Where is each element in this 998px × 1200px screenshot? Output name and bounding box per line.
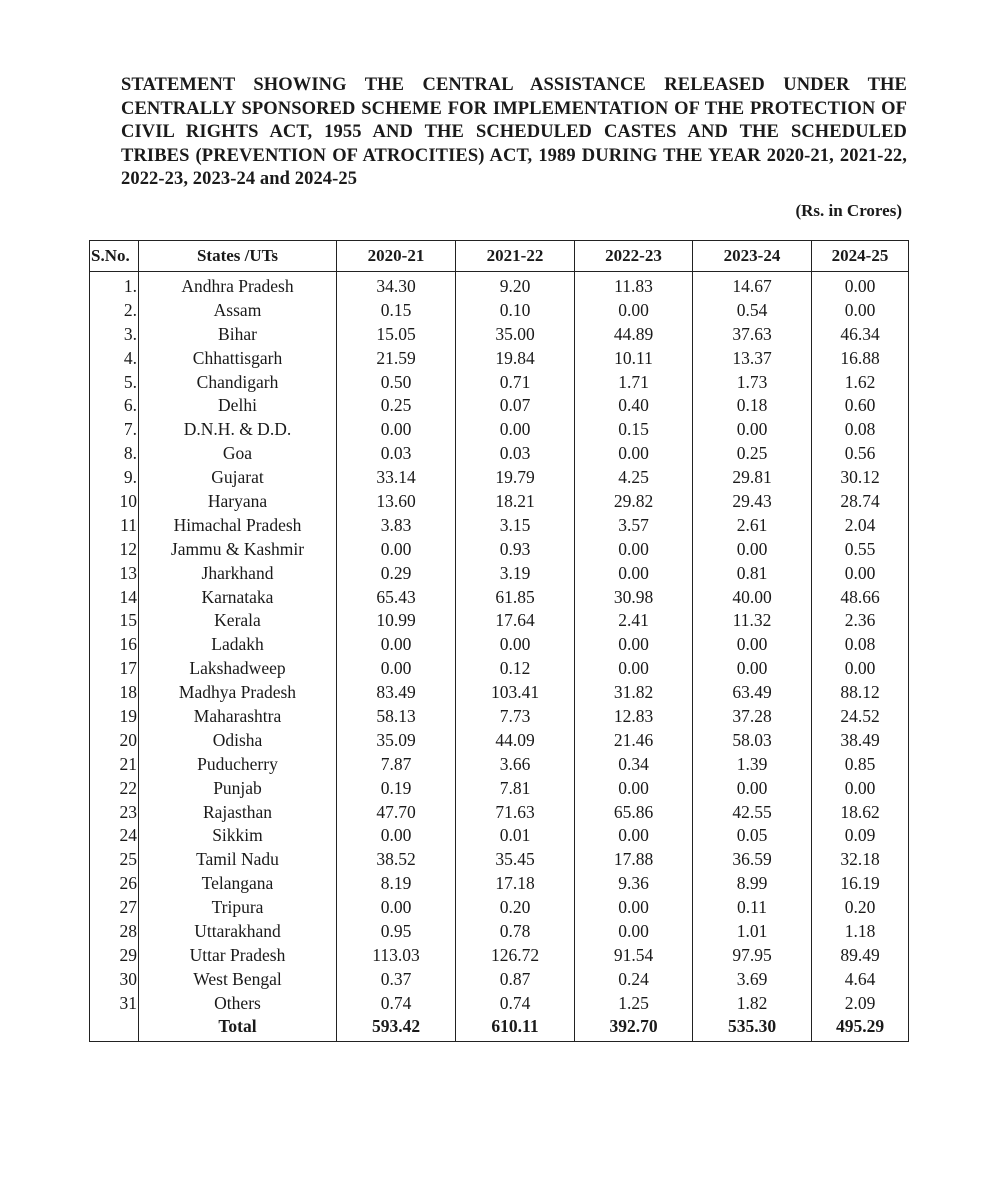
row-value: 21.59 [337,346,456,370]
row-value: 3.19 [456,561,575,585]
row-value: 0.00 [812,561,909,585]
table-row [90,752,909,776]
row-value: 28.74 [812,489,909,513]
row-value: 58.03 [693,728,812,752]
row-value: 13.60 [337,489,456,513]
row-value: 71.63 [456,800,575,824]
table-body [90,272,909,1042]
row-value: 0.12 [456,656,575,680]
row-state: Punjab [139,776,337,800]
row-value: 4.64 [812,967,909,991]
table-row [90,632,909,656]
row-value: 0.00 [693,656,812,680]
row-value: 16.19 [812,871,909,895]
row-value: 0.20 [456,895,575,919]
row-sno: 6. [90,393,139,417]
row-sno: 4. [90,346,139,370]
table-row [90,346,909,370]
row-value: 15.05 [337,322,456,346]
row-state: Jharkhand [139,561,337,585]
row-value: 0.00 [456,632,575,656]
row-value: 35.09 [337,728,456,752]
row-value: 38.49 [812,728,909,752]
row-value: 58.13 [337,704,456,728]
row-value: 30.98 [575,585,693,609]
row-value: 0.00 [337,632,456,656]
row-value: 0.00 [693,632,812,656]
total-label: Total [139,1015,337,1042]
row-sno: 29 [90,943,139,967]
row-state: Chhattisgarh [139,346,337,370]
row-state: Odisha [139,728,337,752]
row-value: 0.34 [575,752,693,776]
row-value: 0.40 [575,393,693,417]
table-row [90,393,909,417]
row-state: Uttar Pradesh [139,943,337,967]
table-row [90,680,909,704]
row-value: 2.61 [693,513,812,537]
table-row [90,823,909,847]
row-value: 0.55 [812,537,909,561]
row-value: 0.00 [575,537,693,561]
row-value: 11.32 [693,608,812,632]
row-value: 0.03 [456,441,575,465]
row-value: 18.21 [456,489,575,513]
row-sno: 20 [90,728,139,752]
row-value: 1.82 [693,991,812,1015]
header-state: States /UTs [139,241,337,272]
row-sno: 17 [90,656,139,680]
row-sno: 18 [90,680,139,704]
row-value: 40.00 [693,585,812,609]
row-sno: 22 [90,776,139,800]
units-note: (Rs. in Crores) [795,201,902,220]
row-value: 12.83 [575,704,693,728]
table-row [90,991,909,1015]
table-row [90,489,909,513]
row-value: 35.00 [456,322,575,346]
row-state: Gujarat [139,465,337,489]
row-value: 63.49 [693,680,812,704]
row-sno: 27 [90,895,139,919]
row-value: 126.72 [456,943,575,967]
row-state: West Bengal [139,967,337,991]
row-state: Sikkim [139,823,337,847]
row-sno: 26 [90,871,139,895]
row-value: 83.49 [337,680,456,704]
row-value: 0.29 [337,561,456,585]
row-value: 29.43 [693,489,812,513]
row-value: 24.52 [812,704,909,728]
row-sno: 13 [90,561,139,585]
table-row [90,322,909,346]
row-value: 0.00 [575,823,693,847]
row-value: 0.93 [456,537,575,561]
header-2024-25: 2024-25 [812,241,909,272]
row-value: 47.70 [337,800,456,824]
row-value: 0.07 [456,393,575,417]
header-sno: S.No. [90,241,139,272]
row-value: 3.83 [337,513,456,537]
row-state: Madhya Pradesh [139,680,337,704]
total-row [90,1015,909,1042]
row-value: 0.00 [575,656,693,680]
row-value: 88.12 [812,680,909,704]
row-value: 7.73 [456,704,575,728]
row-value: 0.81 [693,561,812,585]
row-state: Lakshadweep [139,656,337,680]
row-value: 0.00 [456,417,575,441]
row-value: 1.62 [812,370,909,394]
row-value: 8.19 [337,871,456,895]
table-row [90,370,909,394]
row-value: 0.15 [575,417,693,441]
row-value: 0.00 [812,776,909,800]
row-sno: 5. [90,370,139,394]
row-sno: 9. [90,465,139,489]
row-sno: 23 [90,800,139,824]
table-row [90,656,909,680]
row-value: 0.00 [693,417,812,441]
row-value: 16.88 [812,346,909,370]
row-value: 29.82 [575,489,693,513]
row-value: 0.01 [456,823,575,847]
row-state: Assam [139,298,337,322]
row-state: D.N.H. & D.D. [139,417,337,441]
row-value: 36.59 [693,847,812,871]
row-sno: 10 [90,489,139,513]
row-value: 32.18 [812,847,909,871]
row-value: 1.73 [693,370,812,394]
row-value: 33.14 [337,465,456,489]
header-2021-22: 2021-22 [456,241,575,272]
row-state: Chandigarh [139,370,337,394]
row-value: 1.25 [575,991,693,1015]
row-state: Kerala [139,608,337,632]
table-row [90,919,909,943]
header-2023-24: 2023-24 [693,241,812,272]
total-value: 593.42 [337,1015,456,1042]
row-state: Uttarakhand [139,919,337,943]
row-value: 0.10 [456,298,575,322]
row-value: 91.54 [575,943,693,967]
row-value: 0.56 [812,441,909,465]
row-value: 103.41 [456,680,575,704]
row-state: Goa [139,441,337,465]
row-value: 1.01 [693,919,812,943]
row-value: 0.87 [456,967,575,991]
row-value: 35.45 [456,847,575,871]
total-sno-cell [90,1015,139,1042]
row-state: Maharashtra [139,704,337,728]
row-state: Andhra Pradesh [139,272,337,298]
row-value: 31.82 [575,680,693,704]
total-value: 495.29 [812,1015,909,1042]
row-state: Bihar [139,322,337,346]
table-row [90,417,909,441]
row-value: 30.12 [812,465,909,489]
row-value: 0.00 [575,895,693,919]
row-value: 0.85 [812,752,909,776]
row-sno: 7. [90,417,139,441]
row-value: 2.41 [575,608,693,632]
row-value: 4.25 [575,465,693,489]
row-value: 19.79 [456,465,575,489]
row-value: 1.39 [693,752,812,776]
row-value: 42.55 [693,800,812,824]
row-state: Jammu & Kashmir [139,537,337,561]
table-row [90,967,909,991]
assistance-table [89,240,909,1042]
row-sno: 30 [90,967,139,991]
total-value: 535.30 [693,1015,812,1042]
header-2022-23: 2022-23 [575,241,693,272]
table-row [90,465,909,489]
table-row [90,298,909,322]
row-value: 18.62 [812,800,909,824]
table-row [90,895,909,919]
row-value: 3.69 [693,967,812,991]
table-row [90,513,909,537]
row-value: 48.66 [812,585,909,609]
row-value: 0.00 [337,656,456,680]
row-value: 0.00 [575,919,693,943]
row-value: 11.83 [575,272,693,298]
row-value: 37.28 [693,704,812,728]
row-value: 0.20 [812,895,909,919]
row-value: 0.78 [456,919,575,943]
row-value: 0.00 [812,272,909,298]
table-row [90,871,909,895]
row-value: 1.71 [575,370,693,394]
row-value: 61.85 [456,585,575,609]
row-state: Ladakh [139,632,337,656]
row-sno: 3. [90,322,139,346]
row-value: 0.00 [575,441,693,465]
row-value: 0.11 [693,895,812,919]
row-value: 10.11 [575,346,693,370]
row-state: Delhi [139,393,337,417]
row-value: 0.00 [693,776,812,800]
row-value: 65.43 [337,585,456,609]
row-value: 0.60 [812,393,909,417]
table-row [90,441,909,465]
row-value: 0.08 [812,417,909,441]
row-sno: 25 [90,847,139,871]
row-value: 0.18 [693,393,812,417]
row-value: 14.67 [693,272,812,298]
row-sno: 19 [90,704,139,728]
row-state: Telangana [139,871,337,895]
row-value: 44.89 [575,322,693,346]
table-row [90,585,909,609]
row-value: 44.09 [456,728,575,752]
row-value: 3.57 [575,513,693,537]
row-value: 65.86 [575,800,693,824]
table-row [90,608,909,632]
row-value: 0.74 [337,991,456,1015]
row-sno: 2. [90,298,139,322]
row-value: 0.71 [456,370,575,394]
row-value: 17.64 [456,608,575,632]
row-value: 21.46 [575,728,693,752]
row-value: 0.00 [337,895,456,919]
row-value: 19.84 [456,346,575,370]
row-value: 17.18 [456,871,575,895]
row-value: 0.25 [337,393,456,417]
row-value: 29.81 [693,465,812,489]
row-state: Puducherry [139,752,337,776]
row-state: Tripura [139,895,337,919]
row-state: Karnataka [139,585,337,609]
row-sno: 28 [90,919,139,943]
row-value: 37.63 [693,322,812,346]
row-value: 0.95 [337,919,456,943]
row-value: 0.00 [575,632,693,656]
row-value: 38.52 [337,847,456,871]
row-value: 0.54 [693,298,812,322]
row-value: 0.00 [575,298,693,322]
row-value: 0.15 [337,298,456,322]
row-value: 0.00 [693,537,812,561]
row-value: 0.00 [812,656,909,680]
row-value: 0.00 [575,561,693,585]
row-sno: 11 [90,513,139,537]
row-value: 3.15 [456,513,575,537]
row-sno: 16 [90,632,139,656]
row-value: 0.08 [812,632,909,656]
row-sno: 15 [90,608,139,632]
row-state: Others [139,991,337,1015]
row-value: 0.74 [456,991,575,1015]
row-value: 3.66 [456,752,575,776]
row-value: 9.20 [456,272,575,298]
row-value: 0.00 [337,823,456,847]
row-value: 8.99 [693,871,812,895]
row-value: 0.00 [812,298,909,322]
row-state: Haryana [139,489,337,513]
row-sno: 21 [90,752,139,776]
table-row [90,561,909,585]
row-value: 17.88 [575,847,693,871]
table-row [90,943,909,967]
table-row [90,776,909,800]
table-header-row [90,241,909,272]
row-value: 13.37 [693,346,812,370]
row-value: 0.00 [575,776,693,800]
row-value: 7.87 [337,752,456,776]
row-value: 2.04 [812,513,909,537]
row-value: 2.09 [812,991,909,1015]
row-value: 0.37 [337,967,456,991]
row-value: 0.05 [693,823,812,847]
total-value: 610.11 [456,1015,575,1042]
document-heading: STATEMENT SHOWING THE CENTRAL ASSISTANCE RELEASED UNDER THE CENTRALLY SPONSORED SCHEME FOR IMPLEMENTATION OF THE PROTECTION OF CIVIL RIGHTS ACT, 1955 AND THE SCHEDULED CASTES AND THE SCHEDULED TRIBES (PREVENTION OF ATROCITIES) ACT, 1989 DURING THE YEAR 2020-21, 2021-22, 2022-23, 2023-24 and 2024-25 [121,75,907,189]
row-value: 46.34 [812,322,909,346]
row-sno: 24 [90,823,139,847]
row-value: 2.36 [812,608,909,632]
row-state: Tamil Nadu [139,847,337,871]
row-value: 34.30 [337,272,456,298]
row-value: 0.50 [337,370,456,394]
table-row [90,537,909,561]
header-2020-21: 2020-21 [337,241,456,272]
table-row [90,800,909,824]
table-row [90,272,909,298]
row-value: 0.00 [337,417,456,441]
row-value: 1.18 [812,919,909,943]
row-value: 0.19 [337,776,456,800]
row-value: 113.03 [337,943,456,967]
table-row [90,704,909,728]
row-sno: 14 [90,585,139,609]
row-sno: 1. [90,272,139,298]
row-value: 0.24 [575,967,693,991]
row-value: 89.49 [812,943,909,967]
row-value: 0.09 [812,823,909,847]
row-sno: 12 [90,537,139,561]
row-value: 0.25 [693,441,812,465]
row-value: 0.00 [337,537,456,561]
row-value: 7.81 [456,776,575,800]
row-value: 0.03 [337,441,456,465]
row-sno: 8. [90,441,139,465]
row-state: Himachal Pradesh [139,513,337,537]
row-value: 97.95 [693,943,812,967]
row-sno: 31 [90,991,139,1015]
row-state: Rajasthan [139,800,337,824]
table-row [90,847,909,871]
total-value: 392.70 [575,1015,693,1042]
row-value: 10.99 [337,608,456,632]
table-row [90,728,909,752]
row-value: 9.36 [575,871,693,895]
